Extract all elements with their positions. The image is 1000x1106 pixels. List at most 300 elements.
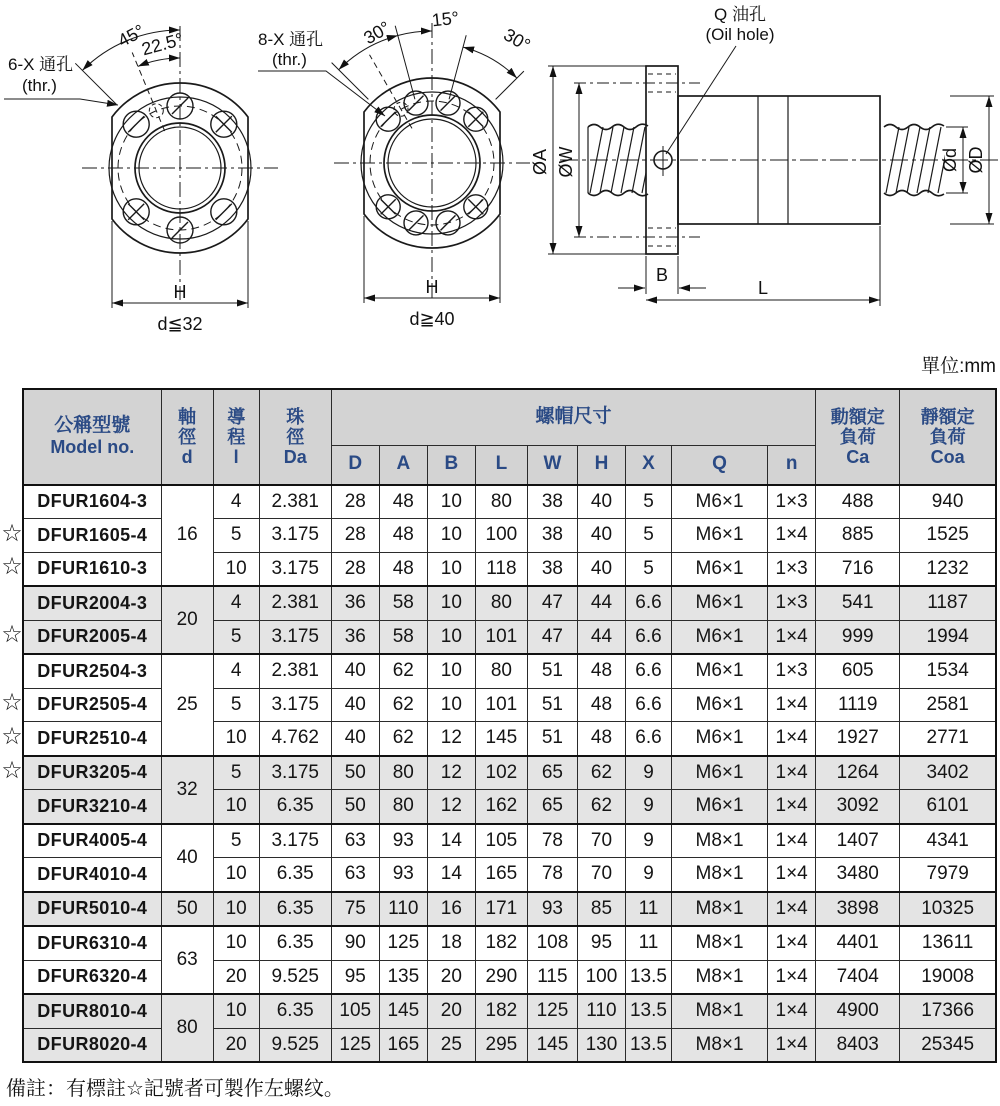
lead-cell: 5 <box>213 824 259 858</box>
ca-cell: 4900 <box>816 994 900 1028</box>
L-cell: 290 <box>475 960 527 994</box>
ball-dia-cell: 3.175 <box>259 756 331 790</box>
flange-6hole-view <box>75 26 278 308</box>
A-cell: 62 <box>379 722 427 756</box>
n-cell: 1×4 <box>768 620 816 654</box>
A-cell: 62 <box>379 654 427 688</box>
W-cell: 38 <box>527 552 577 586</box>
coa-cell: 4341 <box>900 824 996 858</box>
D-cell: 105 <box>331 994 379 1028</box>
ca-cell: 488 <box>816 485 900 519</box>
dim-od-small-label: Ød <box>940 147 960 173</box>
ca-cell: 541 <box>816 586 900 620</box>
lead-cell: 20 <box>213 960 259 994</box>
Q-cell: M8×1 <box>672 858 768 892</box>
coa-cell: 940 <box>900 485 996 519</box>
flange-8hole-view <box>332 23 530 303</box>
angle-15-label: 15° <box>430 7 460 31</box>
model-cell: DFUR1610-3 <box>23 552 161 586</box>
ca-cell: 1119 <box>816 688 900 722</box>
coa-cell: 10325 <box>900 892 996 927</box>
header-col-B: B <box>427 445 475 485</box>
flange8-holes-label-line1: 8-X 通孔 <box>258 30 324 49</box>
coa-cell: 19008 <box>900 960 996 994</box>
table-row <box>23 756 996 790</box>
W-cell: 93 <box>527 892 577 927</box>
angle-22-5-label: 22.5° <box>139 29 186 60</box>
ball-dia-cell: 6.35 <box>259 994 331 1028</box>
header-shaft-dia <box>161 389 213 485</box>
header-col-X: X <box>625 445 671 485</box>
ball-dia-cell: 6.35 <box>259 790 331 824</box>
coa-cell: 17366 <box>900 994 996 1028</box>
lead-cell: 10 <box>213 790 259 824</box>
ball-dia-cell: 3.175 <box>259 519 331 553</box>
D-cell: 28 <box>331 519 379 553</box>
ca-cell: 885 <box>816 519 900 553</box>
header-lead-line3: l <box>233 446 239 467</box>
n-cell: 1×4 <box>768 960 816 994</box>
B-cell: 12 <box>427 756 475 790</box>
D-cell: 90 <box>331 926 379 960</box>
W-cell: 125 <box>527 994 577 1028</box>
D-cell: 40 <box>331 688 379 722</box>
H-cell: 110 <box>577 994 625 1028</box>
table-row <box>23 586 996 620</box>
model-cell: DFUR8020-4 <box>23 1028 161 1062</box>
X-cell: 6.6 <box>625 654 671 688</box>
oil-hole-label-line1: Q 油孔 <box>714 5 766 24</box>
W-cell: 115 <box>527 960 577 994</box>
n-cell: 1×3 <box>768 654 816 688</box>
Q-cell: M8×1 <box>672 1028 768 1062</box>
model-cell: DFUR1604-3 <box>23 485 161 519</box>
H-cell: 95 <box>577 926 625 960</box>
B-cell: 14 <box>427 824 475 858</box>
Q-cell: M6×1 <box>672 790 768 824</box>
D-cell: 75 <box>331 892 379 927</box>
table-row <box>23 994 996 1028</box>
L-cell: 105 <box>475 824 527 858</box>
L-cell: 80 <box>475 654 527 688</box>
D-cell: 28 <box>331 552 379 586</box>
model-cell: DFUR3205-4 <box>23 756 161 790</box>
ca-cell: 4401 <box>816 926 900 960</box>
H-cell: 130 <box>577 1028 625 1062</box>
ca-cell: 3898 <box>816 892 900 927</box>
L-cell: 100 <box>475 519 527 553</box>
A-cell: 48 <box>379 552 427 586</box>
ball-dia-cell: 9.525 <box>259 960 331 994</box>
A-cell: 58 <box>379 620 427 654</box>
W-cell: 51 <box>527 688 577 722</box>
W-cell: 47 <box>527 620 577 654</box>
model-cell: DFUR6310-4 <box>23 926 161 960</box>
dim-od-big-label: ØD <box>966 146 986 174</box>
B-cell: 10 <box>427 519 475 553</box>
lead-cell: 5 <box>213 756 259 790</box>
L-cell: 118 <box>475 552 527 586</box>
lead-cell: 10 <box>213 858 259 892</box>
B-cell: 12 <box>427 790 475 824</box>
A-cell: 145 <box>379 994 427 1028</box>
lead-cell: 4 <box>213 654 259 688</box>
B-cell: 18 <box>427 926 475 960</box>
shaft-dia-cell: 50 <box>161 892 213 927</box>
model-cell: DFUR1605-4 <box>23 519 161 553</box>
n-cell: 1×4 <box>768 722 816 756</box>
ca-cell: 1927 <box>816 722 900 756</box>
shaft-dia-cell: 80 <box>161 994 213 1062</box>
coa-cell: 1187 <box>900 586 996 620</box>
table-row <box>23 654 996 688</box>
header-model <box>23 389 161 485</box>
ca-cell: 1264 <box>816 756 900 790</box>
table-row <box>23 485 996 519</box>
X-cell: 6.6 <box>625 722 671 756</box>
B-cell: 20 <box>427 960 475 994</box>
L-cell: 80 <box>475 586 527 620</box>
flange8-dim-d-label: d≧40 <box>409 309 455 329</box>
left-thread-star: ☆ <box>1 757 23 785</box>
X-cell: 13.5 <box>625 960 671 994</box>
model-cell: DFUR2505-4 <box>23 688 161 722</box>
X-cell: 13.5 <box>625 1028 671 1062</box>
A-cell: 58 <box>379 586 427 620</box>
X-cell: 9 <box>625 858 671 892</box>
B-cell: 16 <box>427 892 475 927</box>
angle-30-left-label: 30° <box>360 17 394 49</box>
W-cell: 65 <box>527 790 577 824</box>
L-cell: 165 <box>475 858 527 892</box>
n-cell: 1×4 <box>768 756 816 790</box>
left-thread-star: ☆ <box>1 520 23 548</box>
model-cell: DFUR8010-4 <box>23 994 161 1028</box>
ball-dia-cell: 6.35 <box>259 892 331 927</box>
D-cell: 40 <box>331 654 379 688</box>
X-cell: 11 <box>625 926 671 960</box>
coa-cell: 25345 <box>900 1028 996 1062</box>
W-cell: 51 <box>527 654 577 688</box>
shaft-dia-cell: 40 <box>161 824 213 892</box>
W-cell: 145 <box>527 1028 577 1062</box>
model-cell: DFUR6320-4 <box>23 960 161 994</box>
model-cell: DFUR2005-4 <box>23 620 161 654</box>
ca-cell: 3092 <box>816 790 900 824</box>
Q-cell: M6×1 <box>672 688 768 722</box>
header-ball-line3: Da <box>283 446 307 467</box>
B-cell: 25 <box>427 1028 475 1062</box>
H-cell: 100 <box>577 960 625 994</box>
B-cell: 10 <box>427 586 475 620</box>
ca-cell: 7404 <box>816 960 900 994</box>
W-cell: 51 <box>527 722 577 756</box>
Q-cell: M8×1 <box>672 960 768 994</box>
n-cell: 1×4 <box>768 519 816 553</box>
Q-cell: M8×1 <box>672 892 768 927</box>
X-cell: 5 <box>625 552 671 586</box>
L-cell: 162 <box>475 790 527 824</box>
X-cell: 5 <box>625 519 671 553</box>
oil-hole-leader <box>666 46 736 154</box>
header-ball-dia <box>259 389 331 485</box>
D-cell: 50 <box>331 790 379 824</box>
ball-dia-cell: 3.175 <box>259 824 331 858</box>
n-cell: 1×4 <box>768 824 816 858</box>
header-shaft-line2: 徑 <box>178 426 197 447</box>
angle-45-label: 45° <box>114 20 148 51</box>
A-cell: 93 <box>379 858 427 892</box>
header-dynamic-load <box>816 389 900 485</box>
coa-cell: 1232 <box>900 552 996 586</box>
B-cell: 10 <box>427 654 475 688</box>
lead-cell: 10 <box>213 926 259 960</box>
header-static-load <box>900 389 996 485</box>
H-cell: 40 <box>577 485 625 519</box>
D-cell: 36 <box>331 586 379 620</box>
unit-label: 單位:mm <box>921 356 996 377</box>
W-cell: 65 <box>527 756 577 790</box>
lead-cell: 5 <box>213 620 259 654</box>
L-cell: 171 <box>475 892 527 927</box>
ball-dia-cell: 2.381 <box>259 586 331 620</box>
dim-oa-label: ØA <box>530 148 550 176</box>
coa-cell: 2771 <box>900 722 996 756</box>
table-row <box>23 926 996 960</box>
lead-cell: 10 <box>213 552 259 586</box>
model-cell: DFUR4010-4 <box>23 858 161 892</box>
header-lead-line2: 程 <box>227 426 246 447</box>
dimension-table <box>22 388 997 1063</box>
shaft-dia-cell: 32 <box>161 756 213 824</box>
dim-l-label: L <box>757 278 769 298</box>
X-cell: 9 <box>625 824 671 858</box>
n-cell: 1×3 <box>768 552 816 586</box>
Q-cell: M6×1 <box>672 654 768 688</box>
flange6-dim-d-label: d≦32 <box>157 314 203 334</box>
lead-cell: 10 <box>213 994 259 1028</box>
X-cell: 5 <box>625 485 671 519</box>
coa-cell: 13611 <box>900 926 996 960</box>
header-ca-line2: 負荷 <box>839 426 876 447</box>
Q-cell: M8×1 <box>672 926 768 960</box>
H-cell: 48 <box>577 688 625 722</box>
D-cell: 50 <box>331 756 379 790</box>
ball-dia-cell: 6.35 <box>259 858 331 892</box>
lead-cell: 4 <box>213 586 259 620</box>
lead-cell: 10 <box>213 722 259 756</box>
ball-dia-cell: 2.381 <box>259 485 331 519</box>
Q-cell: M6×1 <box>672 620 768 654</box>
header-model-zh: 公稱型號 <box>54 414 131 436</box>
H-cell: 48 <box>577 654 625 688</box>
header-ball-line2: 徑 <box>286 426 305 447</box>
n-cell: 1×4 <box>768 1028 816 1062</box>
Q-cell: M6×1 <box>672 552 768 586</box>
X-cell: 6.6 <box>625 586 671 620</box>
A-cell: 93 <box>379 824 427 858</box>
H-cell: 62 <box>577 756 625 790</box>
L-cell: 80 <box>475 485 527 519</box>
shaft-dia-cell: 25 <box>161 654 213 756</box>
n-cell: 1×4 <box>768 994 816 1028</box>
shaft-dia-cell: 16 <box>161 485 213 587</box>
Q-cell: M8×1 <box>672 824 768 858</box>
model-cell: DFUR2504-3 <box>23 654 161 688</box>
coa-cell: 3402 <box>900 756 996 790</box>
L-cell: 101 <box>475 620 527 654</box>
left-thread-star: ☆ <box>1 723 23 751</box>
technical-drawing <box>0 0 1000 348</box>
header-coa-line1: 靜額定 <box>920 406 975 427</box>
B-cell: 12 <box>427 722 475 756</box>
L-cell: 295 <box>475 1028 527 1062</box>
n-cell: 1×4 <box>768 688 816 722</box>
lead-cell: 10 <box>213 892 259 927</box>
H-cell: 40 <box>577 519 625 553</box>
header-nut-dimensions: 螺帽尺寸 <box>331 389 815 445</box>
n-cell: 1×3 <box>768 586 816 620</box>
W-cell: 78 <box>527 824 577 858</box>
D-cell: 95 <box>331 960 379 994</box>
model-cell: DFUR5010-4 <box>23 892 161 927</box>
model-cell: DFUR2510-4 <box>23 722 161 756</box>
Q-cell: M6×1 <box>672 756 768 790</box>
ball-dia-cell: 9.525 <box>259 1028 331 1062</box>
A-cell: 80 <box>379 790 427 824</box>
X-cell: 6.6 <box>625 620 671 654</box>
X-cell: 11 <box>625 892 671 927</box>
lead-cell: 5 <box>213 519 259 553</box>
model-cell: DFUR3210-4 <box>23 790 161 824</box>
lead-cell: 5 <box>213 688 259 722</box>
L-cell: 102 <box>475 756 527 790</box>
A-cell: 48 <box>379 485 427 519</box>
header-col-Q: Q <box>672 445 768 485</box>
X-cell: 6.6 <box>625 688 671 722</box>
A-cell: 165 <box>379 1028 427 1062</box>
L-cell: 101 <box>475 688 527 722</box>
H-cell: 70 <box>577 858 625 892</box>
W-cell: 78 <box>527 858 577 892</box>
ball-dia-cell: 3.175 <box>259 620 331 654</box>
Q-cell: M6×1 <box>672 722 768 756</box>
header-shaft-line3: d <box>181 446 193 467</box>
ball-dia-cell: 2.381 <box>259 654 331 688</box>
header-col-D: D <box>331 445 379 485</box>
n-cell: 1×4 <box>768 892 816 927</box>
table-row <box>23 824 996 858</box>
B-cell: 14 <box>427 858 475 892</box>
table-row <box>23 892 996 927</box>
H-cell: 44 <box>577 620 625 654</box>
A-cell: 135 <box>379 960 427 994</box>
B-cell: 10 <box>427 620 475 654</box>
coa-cell: 1534 <box>900 654 996 688</box>
n-cell: 1×4 <box>768 790 816 824</box>
header-shaft-line1: 軸 <box>178 406 197 427</box>
left-thread-star: ☆ <box>1 621 23 649</box>
L-cell: 182 <box>475 926 527 960</box>
header-col-W: W <box>527 445 577 485</box>
ball-dia-cell: 3.175 <box>259 552 331 586</box>
B-cell: 10 <box>427 552 475 586</box>
flange6-dim-h-label: H <box>173 282 187 302</box>
table-body <box>23 485 996 1063</box>
header-ball-line1: 珠 <box>286 406 305 427</box>
model-cell: DFUR2004-3 <box>23 586 161 620</box>
header-ca-line1: 動額定 <box>830 406 885 427</box>
header-ca-line3: Ca <box>846 446 870 467</box>
Q-cell: M6×1 <box>672 485 768 519</box>
Q-cell: M8×1 <box>672 994 768 1028</box>
H-cell: 44 <box>577 586 625 620</box>
D-cell: 28 <box>331 485 379 519</box>
dim-ow-label: ØW <box>556 146 576 178</box>
ca-cell: 999 <box>816 620 900 654</box>
shaft-dia-cell: 20 <box>161 586 213 654</box>
W-cell: 108 <box>527 926 577 960</box>
header-model-en: Model no. <box>50 437 135 458</box>
lead-cell: 20 <box>213 1028 259 1062</box>
flange8-holes-label-line2: (thr.) <box>272 50 307 69</box>
ca-cell: 716 <box>816 552 900 586</box>
coa-cell: 7979 <box>900 858 996 892</box>
H-cell: 40 <box>577 552 625 586</box>
L-cell: 182 <box>475 994 527 1028</box>
flange6-leader-line <box>4 99 118 105</box>
footnote: 備註：有標註☆記號者可製作左螺纹。 <box>6 1078 344 1100</box>
W-cell: 38 <box>527 519 577 553</box>
ca-cell: 1407 <box>816 824 900 858</box>
Q-cell: M6×1 <box>672 519 768 553</box>
Q-cell: M6×1 <box>672 586 768 620</box>
H-cell: 85 <box>577 892 625 927</box>
flange6-holes-label-line1: 6-X 通孔 <box>8 55 74 74</box>
coa-cell: 2581 <box>900 688 996 722</box>
header-col-L: L <box>475 445 527 485</box>
n-cell: 1×4 <box>768 926 816 960</box>
side-view <box>548 46 998 306</box>
left-thread-star: ☆ <box>1 689 23 717</box>
H-cell: 70 <box>577 824 625 858</box>
W-cell: 38 <box>527 485 577 519</box>
left-thread-star: ☆ <box>1 553 23 581</box>
A-cell: 125 <box>379 926 427 960</box>
coa-cell: 1994 <box>900 620 996 654</box>
X-cell: 13.5 <box>625 994 671 1028</box>
flange6-holes-label-line2: (thr.) <box>22 76 57 95</box>
header-lead <box>213 389 259 485</box>
ca-cell: 8403 <box>816 1028 900 1062</box>
ball-dia-cell: 4.762 <box>259 722 331 756</box>
lead-cell: 4 <box>213 485 259 519</box>
header-col-A: A <box>379 445 427 485</box>
header-coa-line2: 負荷 <box>929 426 966 447</box>
L-cell: 145 <box>475 722 527 756</box>
header-lead-line1: 導 <box>227 406 246 427</box>
flange8-dim-h-label: H <box>425 277 439 297</box>
n-cell: 1×4 <box>768 858 816 892</box>
H-cell: 62 <box>577 790 625 824</box>
header-coa-line3: Coa <box>930 446 965 467</box>
D-cell: 63 <box>331 858 379 892</box>
H-cell: 48 <box>577 722 625 756</box>
B-cell: 20 <box>427 994 475 1028</box>
header-col-H: H <box>577 445 625 485</box>
ca-cell: 605 <box>816 654 900 688</box>
oil-hole-label-line2: (Oil hole) <box>705 25 775 44</box>
